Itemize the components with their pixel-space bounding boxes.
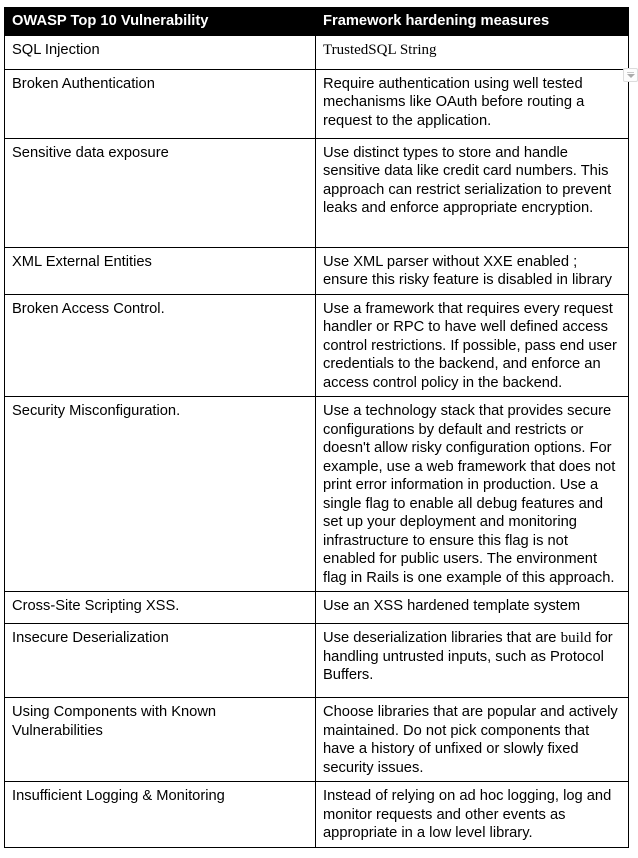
vulnerability-cell: Broken Authentication [5,69,316,138]
measure-text: Require authentication using well tested mechanisms like OAuth before routing a request to the application. [323,75,585,129]
table-row [5,247,629,294]
measure-cell [316,592,629,624]
measure-text: Choose libraries that are popular and actively maintained. Do not pick components that have a history of unfixed or slowly fixed security issues. [323,704,618,776]
measure-text-serif: TrustedSQL String [323,41,437,58]
table-row [5,138,629,247]
measure-text: Use an XSS hardened template system [323,598,581,614]
measure-text: Use deserialization libraries that are [323,630,561,646]
measure-cell [316,35,629,69]
vulnerability-cell: SQL Injection [5,35,316,69]
vulnerability-cell: Broken Access Control. [5,294,316,397]
measure-cell [316,294,629,397]
vulnerability-cell: Insecure Deserialization [5,624,316,698]
measure-cell [316,247,629,294]
table-row [5,698,629,782]
table-header [5,8,629,36]
vulnerability-cell: XML External Entities [5,247,316,294]
measure-cell [316,69,629,138]
table-row [5,69,629,138]
vulnerability-table-container [4,7,629,848]
header-cell-vulnerability: OWASP Top 10 Vulnerability [5,8,316,36]
measure-cell [316,698,629,782]
table-row [5,624,629,698]
measure-text: Instead of relying on ad hoc logging, log and monitor requests and other events as appropriate in a low level library. [323,788,612,841]
measure-text: Use a framework that requires every request handler or RPC to have well defined access control restrictions. If possible, pass end user credentials to the backend, and enforce an access control policy in the backend. [323,300,617,391]
collapsed-comment-marker[interactable] [623,68,638,82]
measure-cell [316,782,629,848]
vulnerability-cell: Insufficient Logging & Monitoring [5,782,316,848]
measure-text-serif: build [560,630,592,646]
table-row [5,592,629,624]
header-cell-measures: Framework hardening measures [316,8,629,36]
vulnerability-cell: Sensitive data exposure [5,138,316,247]
vulnerability-cell: Using Components with Known Vulnerabilities [5,698,316,782]
comment-marker-bar [627,72,634,73]
measure-text: Use XML parser without XXE enabled ; ensure this risky feature is disabled in library [323,253,612,288]
measure-text: Use distinct types to store and handle sensitive data like credit card numbers. This approach can restrict serialization to prevent leaks and enforce appropriate encryption. [323,144,612,216]
table-row [5,294,629,397]
table-row [5,35,629,69]
header-row [5,8,629,36]
measure-cell [316,138,629,247]
measure-text: for handling untrusted inputs, such as Protocol Buffers. [323,630,613,683]
triangle-down-icon [627,74,635,78]
vulnerability-cell: Cross-Site Scripting XSS. [5,592,316,624]
table-row [5,782,629,848]
table-row [5,397,629,592]
measure-cell [316,624,629,698]
measure-cell [316,397,629,592]
vulnerability-cell: Security Misconfiguration. [5,397,316,592]
table-body [5,35,629,847]
measure-text: Use a technology stack that provides secure configurations by default and restricts or doesn't allow risky configuration options. For example, use a web framework that does not print error information in production. Use a single flag to enable all debug features and set up your deployment and monitoring infrastructure to ensure this flag is not enabled for public users. The environment flag in Rails is one example of this approach. [323,403,616,586]
vulnerability-table [4,7,629,848]
